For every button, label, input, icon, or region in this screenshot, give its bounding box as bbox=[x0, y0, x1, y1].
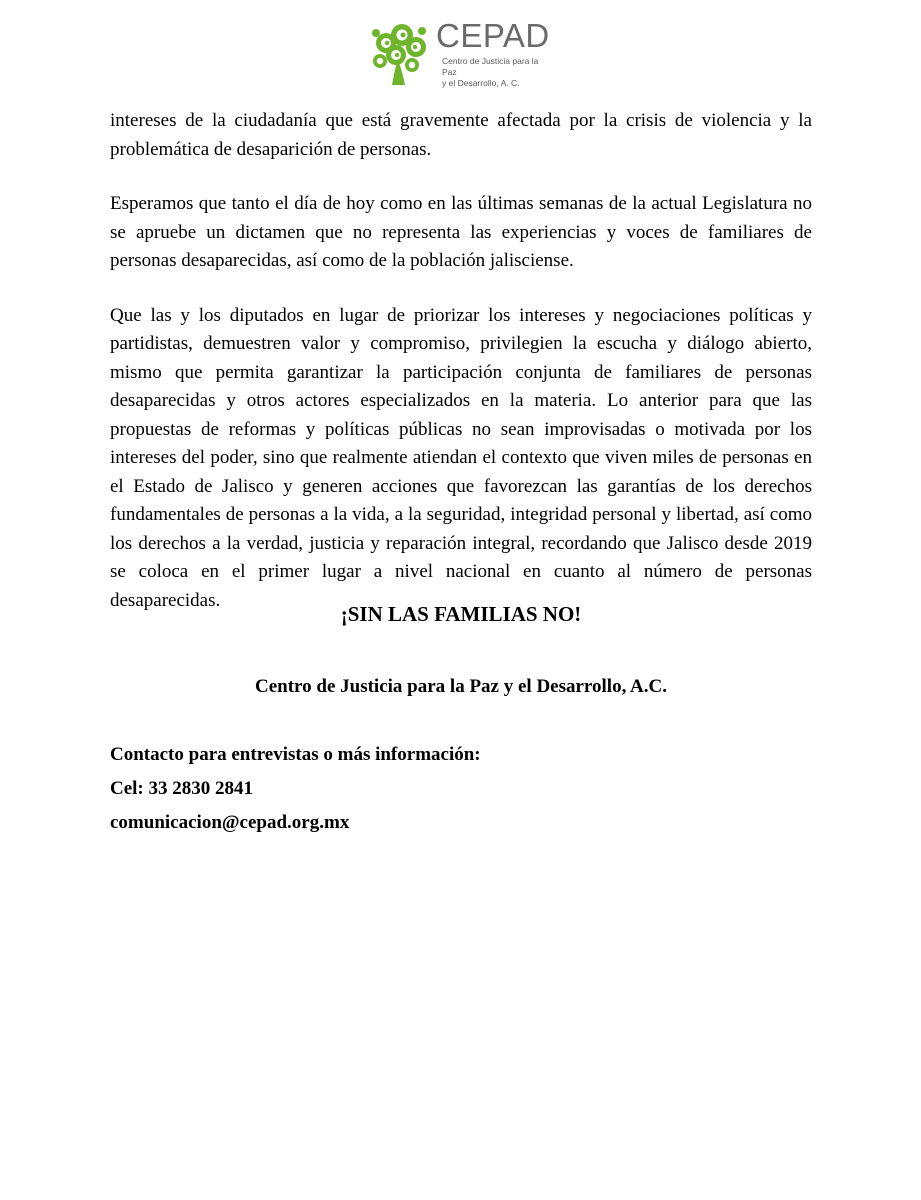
paragraph-1: intereses de la ciudadanía que está gravemente afectada por la crisis de violencia y la problemática de desaparición de personas. bbox=[110, 110, 812, 160]
paragraph-2: Esperamos que tanto el día de hoy como en las últimas semanas de la actual Legislatura no se apruebe un dictamen que no representa las experiencias y voces de familiares de personas desaparecidas, así como de la población jalisciense. bbox=[110, 193, 812, 271]
contact-heading: Contacto para entrevistas o más información: bbox=[110, 744, 481, 765]
body-text bbox=[110, 107, 812, 641]
logo-text bbox=[436, 19, 550, 89]
contact-email: comunicacion@cepad.org.mx bbox=[110, 812, 350, 833]
logo-subtitle-line2: y el Desarrollo, A. C. bbox=[442, 78, 520, 88]
slogan-heading: ¡SIN LAS FAMILIAS NO! bbox=[340, 602, 582, 626]
contact-block bbox=[110, 741, 812, 843]
cepad-logo bbox=[368, 18, 548, 90]
paragraph-3: Que las y los diputados en lugar de priorizar los intereses y negociaciones políticas y partidistas, demuestren valor y compromiso, privilegien la escucha y diálogo abierto, mismo que permita garantizar la participación conjunta de familiares de personas desaparecidas y otros actores especializados en la materia. Lo anterior para que las propuestas de reformas y políticas públicas no sean improvisadas o motivada por los intereses del poder, sino que realmente atiendan el contexto que viven miles de personas en el Estado de Jalisco y generen acciones que favorezcan las garantías de los derechos fundamentales de personas a la vida, a la seguridad, integridad personal y libertad, así como los derechos a la verdad, justicia y reparación integral, recordando que Jalisco desde 2019 se coloca en el primer lugar a nivel nacional en cuanto al número de personas desaparecidas. bbox=[110, 304, 812, 611]
tree-logo-icon bbox=[368, 21, 432, 87]
organization-signature: Centro de Justicia para la Paz y el Desarrollo, A.C. bbox=[255, 676, 667, 697]
logo-name: CEPAD bbox=[436, 17, 550, 54]
logo-subtitle-line1: Centro de Justicia para la Paz bbox=[442, 56, 539, 77]
contact-phone: Cel: 33 2830 2841 bbox=[110, 778, 254, 799]
